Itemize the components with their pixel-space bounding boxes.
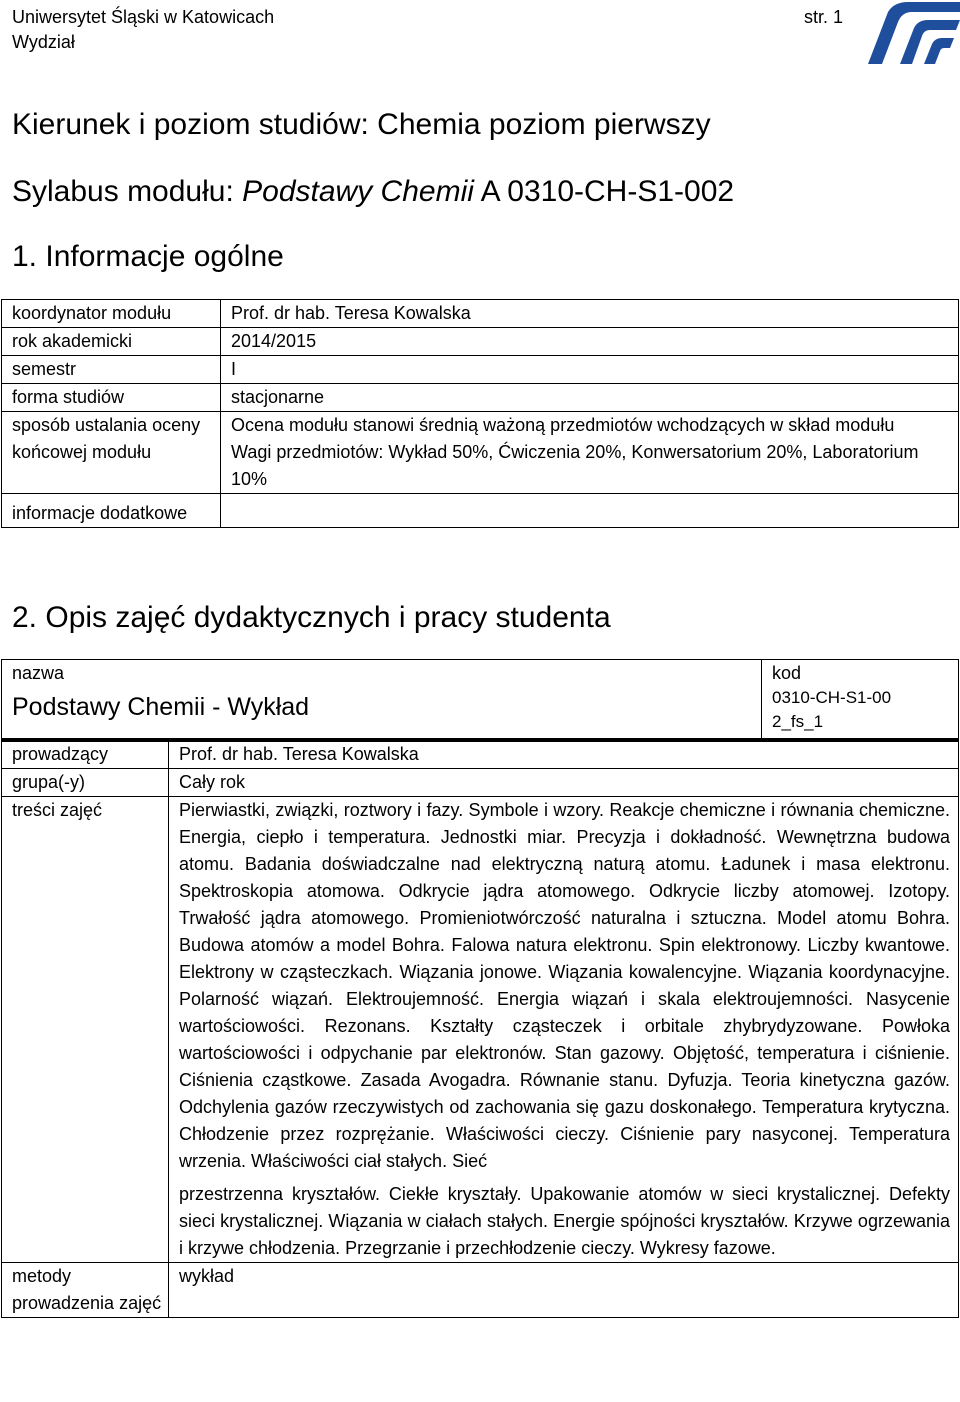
- grading-label: sposób ustalania oceny końcowej modułu: [2, 412, 221, 494]
- table-row: [2, 412, 959, 494]
- grading-text-1: Ocena modułu stanowi średnią ważoną przedmiotów wchodzących w skład modułu: [231, 415, 895, 435]
- heading-section-2: 2. Opis zajęć dydaktycznych i pracy studenta: [12, 601, 611, 634]
- tresci-text-2: przestrzenna kryształów. Ciekłe kryształy. Upakowanie atomów w sieci krystalicznej. Defekty sieci krystalicznej. Wiązania w ciałach stałych. Energie spójności kryształów. Krzywe ogrzewania i krzywe chłodzenia. Przegrzanie i przechłodzenie cieczy. Wykresy fazowe.: [179, 1184, 950, 1258]
- nazwa-cell: [2, 660, 762, 741]
- course-header-table: [1, 659, 959, 742]
- additional-value: [221, 494, 959, 528]
- heading-sylabus: [12, 172, 734, 212]
- row-value: stacjonarne: [221, 384, 959, 412]
- row-label: forma studiów: [2, 384, 221, 412]
- table-row: [2, 797, 959, 1263]
- sylabus-prefix: Sylabus modułu:: [12, 175, 243, 208]
- table-row: [2, 328, 959, 356]
- heading-section-1: 1. Informacje ogólne: [12, 240, 284, 273]
- grading-text-2: Wagi przedmiotów: Wykład 50%, Ćwiczenia 20%, Konwersatorium 20%, Laboratorium 10%: [231, 442, 919, 489]
- page-header: [12, 2, 952, 62]
- row-label: grupa(-y): [2, 769, 169, 797]
- course-details-table: [1, 740, 959, 1318]
- sylabus-code: A 0310-CH-S1-002: [473, 175, 735, 208]
- faculty-name: Wydział: [12, 32, 75, 52]
- university-logo-icon: [860, 2, 960, 66]
- table-row: [2, 384, 959, 412]
- row-label: prowadzący: [2, 741, 169, 769]
- page-number: str. 1: [804, 7, 844, 27]
- table-row: [2, 1263, 959, 1318]
- table-row: [2, 741, 959, 769]
- nazwa-label: nazwa: [12, 663, 65, 683]
- additional-label: informacje dodatkowe: [2, 494, 221, 528]
- sylabus-module-name: Podstawy Chemii: [242, 175, 474, 208]
- row-label: koordynator modułu: [2, 300, 221, 328]
- row-value: 2014/2015: [221, 328, 959, 356]
- table-row: [2, 660, 959, 741]
- row-value: Prof. dr hab. Teresa Kowalska: [169, 741, 959, 769]
- kod-cell: [762, 660, 959, 741]
- metody-value: wykład: [169, 1263, 959, 1318]
- row-label: rok akademicki: [2, 328, 221, 356]
- kod-label: kod: [772, 663, 802, 683]
- course-code: 0310-CH-S1-002_fs_1: [772, 688, 892, 731]
- row-value: Prof. dr hab. Teresa Kowalska: [221, 300, 959, 328]
- general-info-table: [1, 299, 959, 528]
- table-row: [2, 494, 959, 528]
- tresci-text-1: Pierwiastki, związki, roztwory i fazy. Symbole i wzory. Reakcje chemiczne i równania chemiczne. Energia, ciepło i temperatura. Jednostki miar. Precyzja i dokładność. Wewnętrzna budowa atomu. Badania doświadczalne nad elektryczną naturą atomu. Ładunek i masa elektronu. Spektroskopia atomowa. Odkrycie jądra atomowego. Odkrycie liczby atomowej. Izotopy. Trwałość jądra atomowego. Promieniotwórczość naturalna i sztuczna. Model atomu Bohra. Budowa atomów a model Bohra. Falowa natura elektronu. Spin elektronowy. Liczby kwantowe. Elektrony w cząsteczkach. Wiązania jonowe. Wiązania kowalencyjne. Wiązania koordynacyjne. Polarność wiązań. Elektroujemność. Energia wiązań i skala elektroujemności. Nasycenie wartościowości. Rezonans. Kształty cząsteczek i orbitale zhybrydyzowane. Powłoka wartościowości i odpychanie par elektronów. Stan gazowy. Objętość, temperatura i ciśnienie. Ciśnienia cząstkowe. Zasada Avogadra. Równanie stanu. Dyfuzja. Teoria kinetyczna gazów. Odchylenia gazów rzeczywistych od zachowania się gazu doskonałego. Temperatura krytyczna. Chłodzenie przez rozprężanie. Właściwości cieczy. Ciśnienie pary nasyconej. Temperatura wrzenia. Właściwości ciał stałych. Sieć: [179, 800, 950, 1171]
- grading-value: [221, 412, 959, 494]
- metody-label: metody prowadzenia zajęć: [2, 1263, 169, 1318]
- tresci-value: [169, 797, 959, 1263]
- row-value: Cały rok: [169, 769, 959, 797]
- row-label: semestr: [2, 356, 221, 384]
- course-name: Podstawy Chemii - Wykład: [12, 693, 310, 721]
- table-row: [2, 300, 959, 328]
- table-row: [2, 356, 959, 384]
- row-value: I: [221, 356, 959, 384]
- table-row: [2, 769, 959, 797]
- tresci-label: treści zajęć: [2, 797, 169, 1263]
- heading-kierunek: Kierunek i poziom studiów: Chemia poziom pierwszy: [12, 108, 711, 141]
- university-name: Uniwersytet Śląski w Katowicach: [12, 7, 275, 27]
